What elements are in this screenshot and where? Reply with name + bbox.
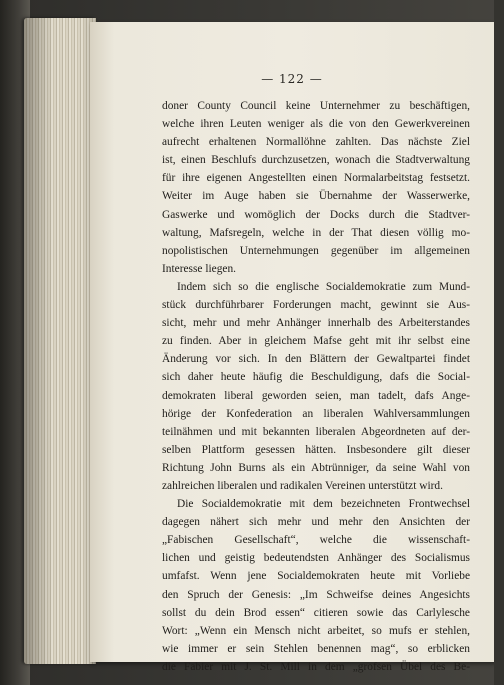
text-line: Die Socialdemokratie mit dem bezeichneten Frontwechsel	[177, 498, 470, 511]
text-line: umfafst. Wenn jene Socialdemokraten heute mit Vorliebe	[162, 570, 470, 583]
text-line: zu finden. Aber in gleichem Mafse geht mit ihr selbst eine	[162, 335, 470, 348]
text-line: teilnähmen und mit bekannten liberalen Abgeordneten auf der-	[162, 425, 470, 438]
text-line: den Spruch der Genesis: „Im Schweifse deines Angesichts	[162, 588, 470, 601]
page-number: — 122 —	[261, 72, 323, 86]
text-line: demokraten liberal geworden seien, man tadelt, dafs Ange-	[162, 389, 470, 402]
text-line: selben Plattform gesessen hätten. Insbesondere gilt dieser	[162, 443, 470, 456]
right-background-strip	[494, 0, 504, 685]
text-line: ist, einen Beschlufs durchzusetzen, wonach die Stadtverwaltung	[162, 154, 470, 167]
text-line: wie immer er sein Stehlen benennen mag“, so erblicken	[162, 642, 470, 655]
text-line: aufrecht erhaltenen Normallöhne zahlten. Das nächste Ziel	[162, 136, 470, 149]
text-line: zahlreichen liberalen und radikalen Vereinen unterstützt wird.	[162, 479, 443, 492]
text-line: sich daher heute häufig die Beschuldigung, dafs die Social-	[162, 371, 470, 384]
text-line: lichen und geistig bedeutendsten Anhänger des Socialismus	[162, 552, 470, 565]
text-line: sollst du dein Brod essen“ citieren sowie das Carlylesche	[162, 606, 470, 619]
text-line: Indem sich so die englische Socialdemokratie zum Mund-	[177, 280, 470, 293]
text-line: die Fabier mit J. St. Mill in dem „grofsen Übel des Be-	[162, 660, 470, 673]
body-text	[162, 97, 470, 676]
text-line: Gaswerke und womöglich der Docks durch die Stadtver-	[162, 208, 470, 221]
text-line: sicht, mehr und mehr Anhänger innerhalb des Arbeiterstandes	[162, 317, 470, 330]
text-line: „Fabischen Gesellschaft“, welche die wissenschaft-	[162, 534, 470, 547]
text-line: welche ihren Leuten weniger als die von den Gewerkvereinen	[162, 118, 470, 131]
text-line: doner County Council keine Unternehmer zu beschäftigen,	[162, 100, 470, 112]
text-line: stück durchführbarer Forderungen macht, gewinnt sie Aus-	[162, 299, 470, 312]
text-line: Wort: „Wenn ein Mensch nicht arbeitet, so mufs er stehlen,	[162, 624, 470, 637]
text-line: Weiter im Auge haben sie Übernahme der Wasserwerke,	[162, 190, 470, 203]
text-line: dagegen nähert sich mehr und mehr den Ansichten der	[162, 516, 470, 529]
book-page	[90, 22, 494, 673]
page-stack-shadow	[24, 18, 96, 664]
text-line: Interesse liegen.	[162, 262, 237, 275]
text-line: waltung, Mafsregeln, welche in der That diesen völlig mo-	[162, 226, 470, 239]
text-line: hörige der Konfederation an liberalen Wahlversammlungen	[162, 407, 470, 420]
text-line: nopolistischen Unternehmungen gegenüber im allgemeinen	[162, 244, 470, 257]
text-line: Änderung vor sich. In den Blättern der Gewaltpartei findet	[162, 353, 470, 366]
text-line: Richtung John Burns als ein Abtrünniger, da seine Wahl von	[162, 461, 470, 474]
text-line: für ihre eigenen Angestellten einen Normalarbeitstag festsetzt.	[162, 172, 470, 185]
